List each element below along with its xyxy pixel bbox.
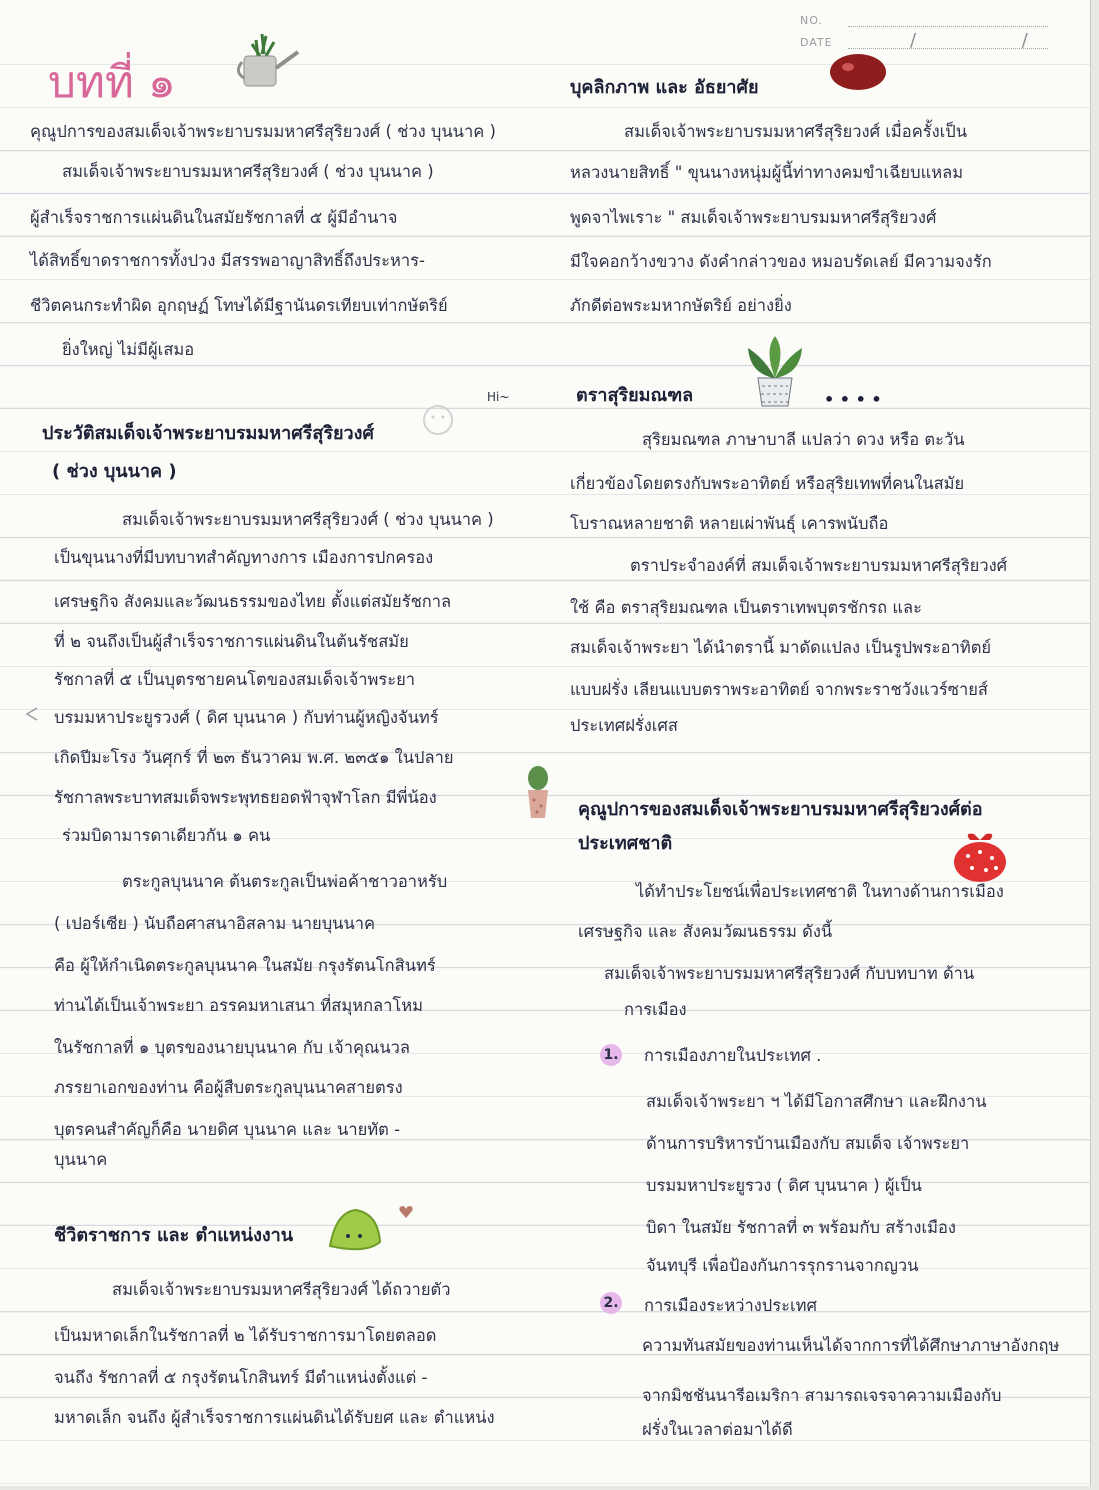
- personality-line: ภักดีต่อพระมหากษัตริย์ อย่างยิ่ง: [570, 296, 792, 315]
- watering-can-icon: [236, 32, 302, 94]
- intro-heading: คุณูปการของสมเด็จเจ้าพระยาบรมมหาศรีสุริยวงศ์ ( ช่วง บุนนาค ): [30, 122, 496, 141]
- intro-line: ยิ่งใหญ่ ไม่มีผู้เสมอ: [62, 340, 195, 359]
- history-line: ที่ ๒ จนถึงเป็นผู้สำเร็จราชการแผ่นดินในต้นรัชสมัย: [54, 632, 409, 651]
- seal-line: ใช้ คือ ตราสุริยมณฑล เป็นตราเทพบุตรชักรถ และ: [570, 598, 922, 617]
- personality-heading: บุคลิกภาพ และ อัธยาศัย: [570, 77, 759, 98]
- heart-icon: [398, 1204, 414, 1220]
- lineage-line: บุตรคนสำคัญก็คือ นายดิศ บุนนาค และ นายทัต -: [54, 1120, 401, 1139]
- contrib-intro-line: สมเด็จเจ้าพระยาบรมมหาศรีสุริยวงศ์ กับบทบาท ด้าน: [604, 964, 975, 983]
- lineage-line: ภรรยาเอกของท่าน คือผู้สืบตระกูลบุนนาคสายตรง: [54, 1078, 403, 1097]
- history-heading-2: ( ช่วง บุนนาค ): [52, 461, 177, 482]
- personality-line: พูดจาไพเราะ " สมเด็จเจ้าพระยาบรมมหาศรีสุริยวงศ์: [570, 208, 937, 227]
- lineage-line: ในรัชกาลที่ ๑ บุตรของนายบุนนาค กับ เจ้าคุณนวล: [54, 1038, 410, 1057]
- item2-line: ฝรั่งในเวลาต่อมาได้ดี: [642, 1420, 793, 1439]
- career-line: จนถึง รัชกาลที่ ๕ กรุงรัตนโกสินทร์ มีตำแหน่งตั้งแต่ -: [54, 1368, 428, 1387]
- item2-line: จากมิชชันนารีอเมริกา สามารถเจรจาความเมืองกับ: [642, 1386, 1002, 1405]
- lineage-line: ท่านได้เป็นเจ้าพระยา อรรคมหาเสนา ที่สมุหกลาโหม: [54, 996, 424, 1015]
- history-heading: ประวัติสมเด็จเจ้าพระยาบรมมหาศรีสุริยวงศ์: [42, 423, 374, 444]
- sun-doodle-icon: [418, 400, 458, 440]
- red-blob-icon: [828, 52, 888, 92]
- career-line: มหาดเล็ก จนถึง ผู้สำเร็จราชการแผ่นดินได้รับยศ และ ตำแหน่ง: [54, 1408, 495, 1427]
- history-line: ร่วมบิดามารดาเดียวกัน ๑ คน: [62, 826, 271, 845]
- history-line: บรมมหาประยูรวงศ์ ( ดิศ บุนนาค ) กับท่านผู้หญิงจันทร์: [54, 708, 439, 727]
- potted-plant-icon: [744, 334, 806, 408]
- history-line: เศรษฐกิจ สังคมและวัฒนธรรมของไทย ตั้งแต่สมัยรัชกาล: [54, 592, 452, 611]
- seal-heading: ตราสุริยมณฑล: [576, 385, 694, 406]
- personality-line: มีใจคอกว้างขวาง ดังคำกล่าวของ หมอบรัดเลย์ มีความจงรัก: [570, 252, 992, 271]
- item2-number-badge: 2.: [600, 1292, 622, 1314]
- intro-line: ได้สิทธิ์ขาดราชการทั้งปวง มีสรรพอาญาสิทธิ์ถึงประหาร-: [30, 251, 425, 270]
- seal-dots: • • • •: [824, 390, 882, 409]
- history-line: สมเด็จเจ้าพระยาบรมมหาศรีสุริยวงศ์ ( ช่วง บุนนาค ): [122, 510, 494, 529]
- career-line: สมเด็จเจ้าพระยาบรมมหาศรีสุริยวงศ์ ได้ถวายตัว: [112, 1280, 451, 1299]
- item1-line: สมเด็จเจ้าพระยา ฯ ได้มีโอกาสศึกษา และฝึกงาน: [646, 1092, 987, 1111]
- contrib-intro-line: การเมือง: [624, 1000, 687, 1019]
- seal-line: สุริยมณฑล ภาษาบาลี แปลว่า ดวง หรือ ตะวัน: [642, 430, 965, 449]
- date-label: DATE: [800, 36, 833, 49]
- cactus-icon: [522, 764, 554, 820]
- seal-line: โบราณหลายชาติ หลายเผ่าพันธุ์ เคารพนับถือ: [570, 514, 889, 533]
- lineage-line: ( เปอร์เซีย ) นับถือศาสนาอิสลาม นายบุนนาค: [54, 914, 376, 933]
- contrib-heading: คุณูปการของสมเด็จเจ้าพระยาบรมมหาศรีสุริยวงศ์ต่อ: [578, 799, 983, 820]
- lineage-line: บุนนาค: [54, 1150, 108, 1169]
- lineage-line: คือ ผู้ให้กำเนิดตระกูลบุนนาค ในสมัย กรุงรัตนโกสินทร์: [54, 956, 436, 975]
- intro-line: ชีวิตคนกระทำผิด อุกฤษฏ์ โทษได้มีฐานันดรเทียบเท่ากษัตริย์: [30, 296, 448, 315]
- no-label: NO.: [800, 14, 823, 27]
- red-dotted-bag-icon: [950, 830, 1010, 884]
- green-leaf-icon: [326, 1206, 384, 1258]
- contrib-intro-line: ได้ทำประโยชน์เพื่อประเทศชาติ ในทางด้านการเมือง: [636, 882, 1004, 901]
- history-line: เป็นขุนนางที่มีบทบาทสำคัญทางการ เมืองการปกครอง: [54, 548, 434, 567]
- history-line: รัชกาลพระบาทสมเด็จพระพุทธยอดฟ้าจุฬาโลก มีพี่น้อง: [54, 788, 437, 807]
- date-value: / /: [910, 30, 1078, 51]
- item1-line: บรมมหาประยูรวง ( ดิศ บุนนาค ) ผู้เป็น: [646, 1176, 922, 1195]
- personality-line: สมเด็จเจ้าพระยาบรมมหาศรีสุริยวงศ์ เมื่อครั้งเป็น: [624, 122, 968, 141]
- intro-line: ผู้สำเร็จราชการแผ่นดินในสมัยรัชกาลที่ ๕ ผู้มีอำนาจ: [30, 208, 398, 227]
- personality-line: หลวงนายสิทธิ์ " ขุนนางหนุ่มผู้นี้ท่าทางคมขำเฉียบแหลม: [570, 163, 964, 182]
- contrib-heading-2: ประเทศชาติ: [578, 833, 673, 854]
- chapter-title: บทที่ ๑: [48, 57, 176, 108]
- item1-number-badge: 1.: [600, 1044, 622, 1066]
- seal-line: ประเทศฝรั่งเศส: [570, 716, 678, 735]
- seal-line: เกี่ยวข้องโดยตรงกับพระอาทิตย์ หรือสุริยเทพที่คนในสมัย: [570, 474, 965, 493]
- no-line: [848, 26, 1048, 27]
- seal-line: สมเด็จเจ้าพระยา ได้นำตรานี้ มาดัดแปลง เป็นรูปพระอาทิตย์: [570, 638, 992, 657]
- lineage-line: ตระกูลบุนนาค ต้นตระกูลเป็นพ่อค้าชาวอาหรับ: [122, 872, 448, 891]
- item2-line: ความทันสมัยของท่านเห็นได้จากการที่ได้ศึกษาภาษาอังกฤษ: [642, 1336, 1060, 1355]
- seal-line: ตราประจำองค์ที่ สมเด็จเจ้าพระยาบรมมหาศรีสุริยวงศ์: [630, 556, 1008, 575]
- contrib-intro-line: เศรษฐกิจ และ สังคมวัฒนธรรม ดังนี้: [578, 922, 833, 941]
- item1-line: ด้านการบริหารบ้านเมืองกับ สมเด็จ เจ้าพระยา: [646, 1134, 970, 1153]
- seal-line: แบบฝรั่ง เลียนแบบตราพระอาทิตย์ จากพระราชวังแวร์ซายส์: [570, 680, 988, 699]
- item1-line: บิดา ในสมัย รัชกาลที่ ๓ พร้อมกับ สร้างเมือง: [646, 1218, 956, 1237]
- career-heading: ชีวิตราชการ และ ตำแหน่งงาน: [54, 1225, 294, 1246]
- career-line: เป็นมหาดเล็กในรัชกาลที่ ๒ ได้รับราชการมาโดยตลอด: [54, 1326, 437, 1345]
- item1-title: การเมืองภายในประเทศ .: [644, 1046, 822, 1065]
- hi-note: Hi~: [487, 390, 510, 404]
- item1-number: [600, 1044, 622, 1066]
- history-line: รัชกาลที่ ๕ เป็นบุตรชายคนโตของสมเด็จเจ้าพระยา: [54, 670, 416, 689]
- item1-line: จันทบุรี เพื่อป้องกันการรุกรานจากญวน: [646, 1256, 919, 1275]
- item2-title: การเมืองระหว่างประเทศ: [644, 1296, 817, 1315]
- item2-number: [600, 1292, 622, 1314]
- intro-line: สมเด็จเจ้าพระยาบรมมหาศรีสุริยวงศ์ ( ช่วง บุนนาค ): [62, 162, 434, 181]
- history-line: เกิดปีมะโรง วันศุกร์ ที่ ๒๓ ธันวาคม พ.ศ. ๒๓๕๑ ในปลาย: [54, 748, 454, 767]
- left-arrow-icon: [24, 706, 40, 722]
